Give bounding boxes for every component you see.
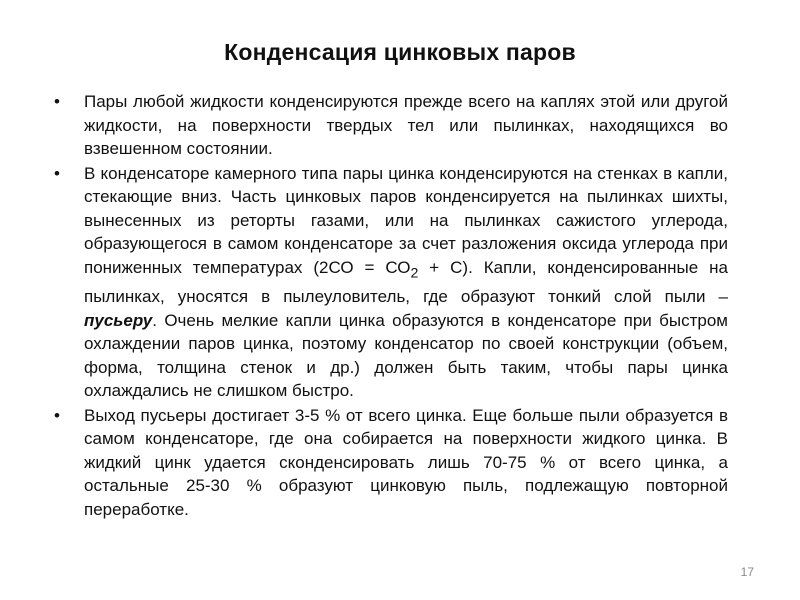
slide-title: Конденсация цинковых паров xyxy=(224,39,576,65)
bullet-item-1 xyxy=(52,90,728,161)
page-number: 17 xyxy=(740,565,754,579)
bullet-item-2 xyxy=(52,162,728,403)
subscript-two: 2 xyxy=(410,264,419,281)
bullet-text-part-a: В конденсаторе камерного типа пары цинка конденсируются на стенках в капли, стекающие вниз. Часть цинковых паров конденсируется на пылинках шихты, вынесенных из реторты газами, или на пылинках сажистого углерода, образующегося в самом конденсаторе за счет разложения оксида углерода при пониженных температурах (2СО = СО xyxy=(84,163,728,277)
bullet-text-part-c: . Очень мелкие капли цинка образуются в конденсаторе при быстром охлаждении паров цинка, поэтому конденсатор по своей конструкции (объем, форма, толщина стенок и др.) должен быть таким, чтобы пары цинка охлаждались не слишком быстро. xyxy=(84,310,728,401)
emphasized-term: пусьеру xyxy=(84,310,153,330)
bullet-list xyxy=(52,90,728,522)
bullet-item-3 xyxy=(52,404,728,522)
bullet-text-part-b: + С). Капли, конденсированные на пылинках, уносятся в пылеуловитель, где образуют тонкий слой пыли – xyxy=(84,257,728,307)
bullet-marker-icon: • xyxy=(54,92,60,111)
bullet-marker-icon: • xyxy=(54,163,60,183)
bullet-text: Выход пусьеры достигает 3-5 % от всего цинка. Еще больше пыли образуется в самом конденсаторе, где она собирается на поверхности жидкого цинка. В жидкий цинк удается сконденсировать лишь 70-75 % от всего цинка, а остальные 25-30 % образуют цинковую пыль, подлежащую повторной переработке. xyxy=(84,405,728,519)
bullet-marker-icon: • xyxy=(54,405,60,425)
bullet-text: Пары любой жидкости конденсируются прежде всего на каплях этой или другой жидкости, на поверхности твердых тел или пылинках, находящихся во взвешенном состоянии. xyxy=(84,92,728,158)
